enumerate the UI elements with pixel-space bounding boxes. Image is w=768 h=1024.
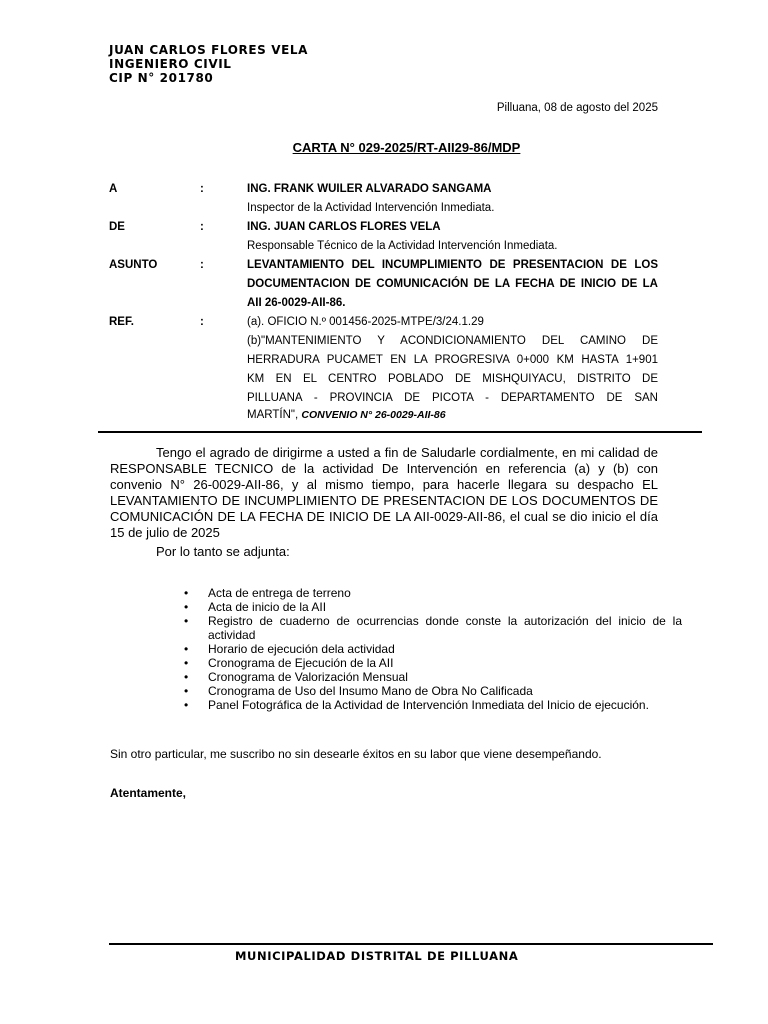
reference-b-line: HERRADURA PUCAMET EN LA PROGRESIVA 0+000 KM HASTA 1+901	[247, 354, 658, 366]
bullet-icon: •	[184, 698, 189, 712]
list-item: • Cronograma de Valorización Mensual	[184, 670, 408, 684]
list-item: • Acta de entrega de terreno	[184, 586, 351, 600]
reference-b-line: KM EN EL CENTRO POBLADO DE MISHQUIYACU, DISTRITO DE	[247, 373, 658, 385]
subject-line: DOCUMENTACION DE COMUNICACIÓN DE LA FECHA DE INICIO DE LA	[247, 278, 658, 290]
letterhead	[109, 43, 308, 85]
list-item: • Cronograma de Ejecución de la AII	[184, 656, 394, 670]
reference-convenio: CONVENIO N° 26-0029-AII-86	[301, 409, 446, 421]
recipient-colon: :	[200, 183, 204, 195]
list-item: • Panel Fotográfica de la Actividad de Intervención Inmediata del Inicio de ejecución.	[184, 698, 649, 712]
sender-name: ING. JUAN CARLOS FLORES VELA	[247, 221, 441, 233]
footer-divider	[109, 943, 713, 945]
author-cip: CIP N° 201780	[109, 71, 214, 85]
letter-date: Pilluana, 08 de agosto del 2025	[496, 102, 658, 114]
bullet-icon: •	[184, 614, 189, 628]
reference-b-end: MARTÍN",	[247, 409, 299, 421]
author-name: JUAN CARLOS FLORES VELA	[109, 43, 309, 57]
attachments-intro: Por lo tanto se adjunta:	[156, 544, 290, 559]
sender-colon: :	[200, 221, 204, 233]
recipient-name: ING. FRANK WUILER ALVARADO SANGAMA	[247, 183, 492, 195]
bullet-icon: •	[184, 600, 189, 614]
recipient-label: A	[109, 183, 118, 195]
header-divider	[98, 431, 702, 433]
reference-colon: :	[200, 316, 204, 328]
list-item: • Horario de ejecución dela actividad	[184, 642, 395, 656]
reference-a: (a). OFICIO N.º 001456-2025-MTPE/3/24.1.29	[247, 316, 484, 328]
reference-b-last	[247, 406, 658, 425]
subject-line: LEVANTAMIENTO DEL INCUMPLIMIENTO DE PRESENTACION DE LOS	[247, 259, 658, 271]
reference-b-line: PILLUANA - PROVINCIA DE PICOTA - DEPARTAMENTO DE SAN	[247, 392, 658, 404]
body-paragraph: Tengo el agrado de dirigirme a usted a fin de Saludarle cordialmente, en mi calidad de RESPONSABLE TECNICO de la actividad De Intervención en referencia (a) y (b) con convenio N° 26-0029-AII-86, y al mismo tiempo, para hacerle llegara su despacho EL LEVANTAMIENTO DE INCUMPLIMIENTO DE PRESENTACION DE LOS DOCUMENTOS DE COMUNICACIÓN DE LA FECHA DE INICIO DE LA AII-0029-AII-86, el cual se dio inicio el día 15 de julio de 2025	[110, 445, 658, 540]
recipient-role: Inspector de la Actividad Intervención Inmediata.	[247, 202, 495, 214]
attachments-list	[184, 586, 682, 712]
author-profession: INGENIERO CIVIL	[109, 57, 232, 71]
subject-line: AII 26-0029-AII-86.	[247, 297, 346, 309]
subject-label: ASUNTO	[109, 259, 158, 271]
closing-text: Sin otro particular, me suscribo no sin desearle éxitos en su labor que viene desempeñando.	[110, 747, 602, 761]
letter-title: CARTA N° 029-2025/RT-AII29-86/MDP	[292, 140, 521, 155]
list-item: • Acta de inicio de la AII	[184, 600, 327, 614]
sender-label: DE	[109, 221, 125, 233]
sender-role: Responsable Técnico de la Actividad Intervención Inmediata.	[247, 240, 558, 252]
bullet-icon: •	[184, 670, 189, 684]
subject-colon: :	[200, 259, 204, 271]
footer-text: MUNICIPALIDAD DISTRITAL DE PILLUANA	[235, 949, 519, 963]
list-item: • Registro de cuaderno de ocurrencias donde conste la autorización del inicio de la actividad	[184, 614, 682, 642]
reference-b-line: (b)"MANTENIMIENTO Y ACONDICIONAMIENTO DEL CAMINO DE	[247, 335, 658, 347]
signoff: Atentamente,	[110, 786, 187, 800]
bullet-icon: •	[184, 656, 189, 670]
bullet-icon: •	[184, 642, 189, 656]
list-item: • Cronograma de Uso del Insumo Mano de Obra No Calificada	[184, 684, 533, 698]
reference-label: REF.	[109, 316, 134, 328]
bullet-icon: •	[184, 586, 189, 600]
bullet-icon: •	[184, 684, 189, 698]
